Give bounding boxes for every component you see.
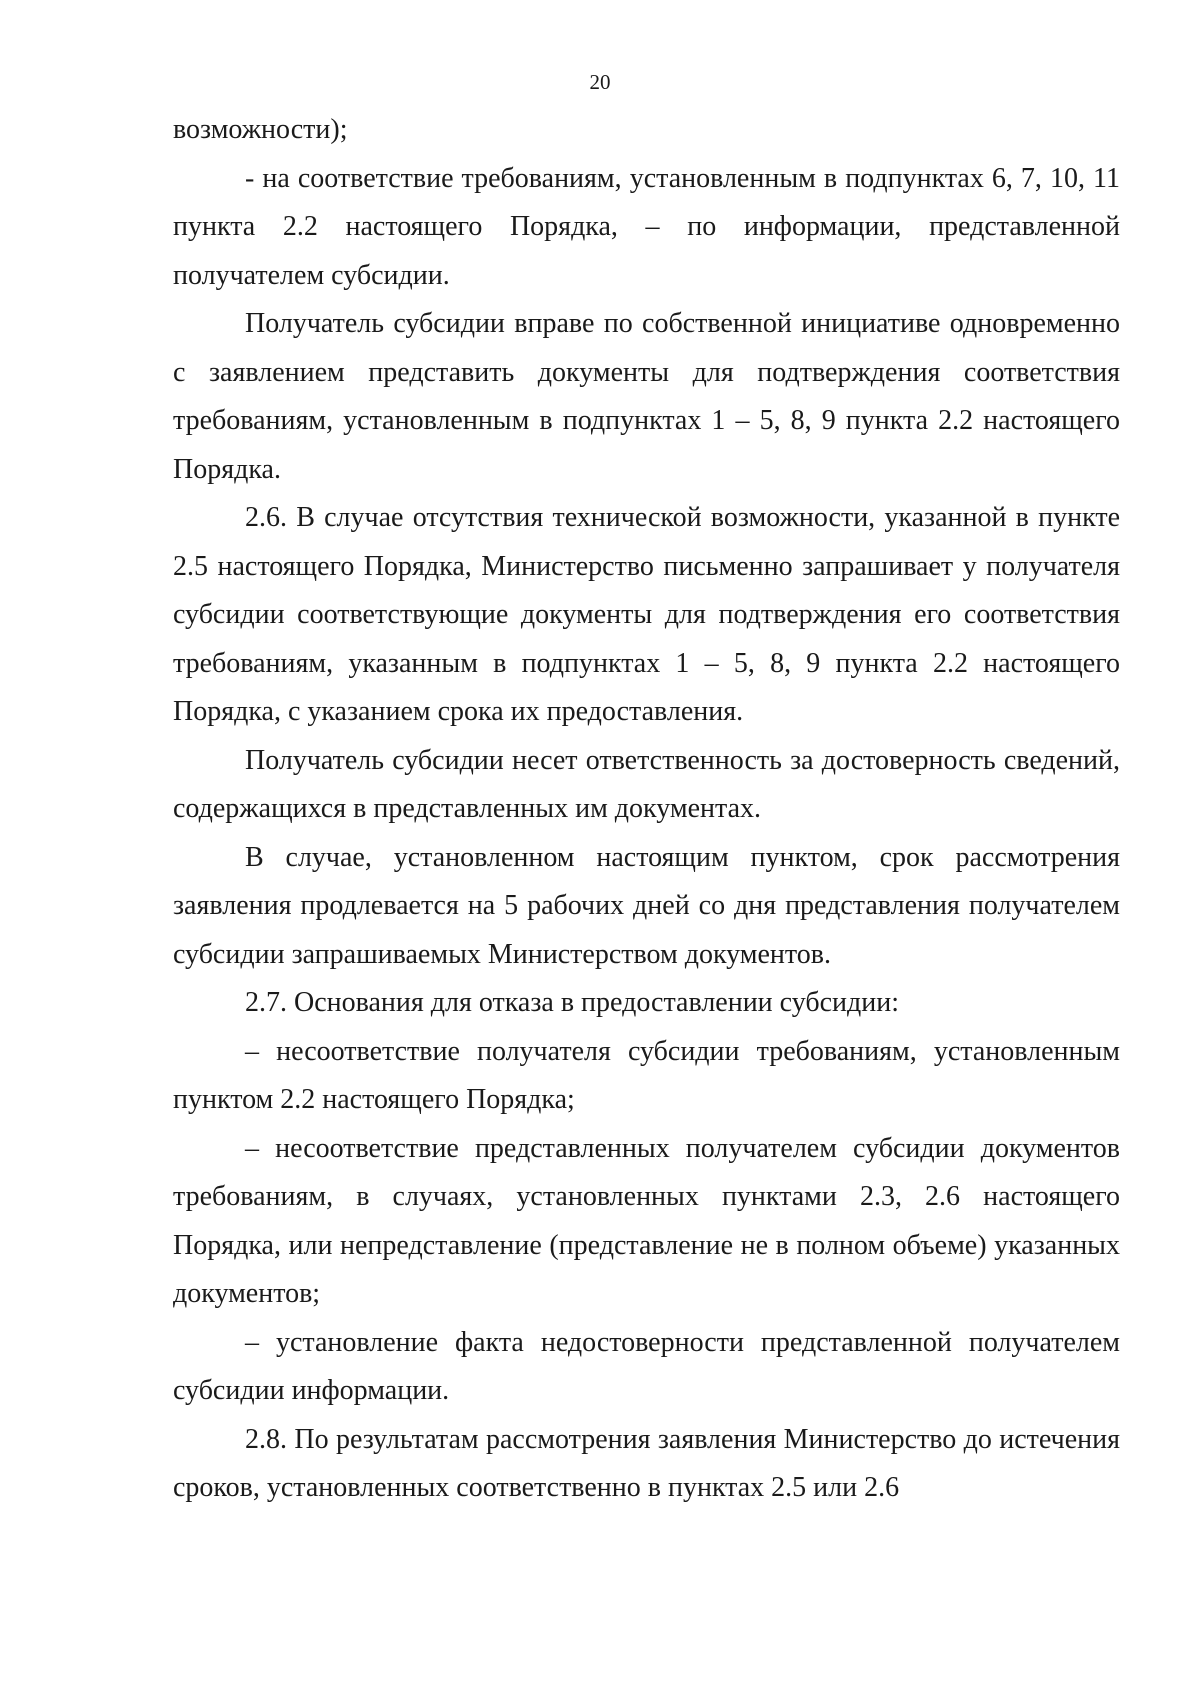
page-number: 20 (589, 70, 611, 94)
paragraph-4: 2.6. В случае отсутствия технической возможности, указанной в пункте 2.5 настоящего Порядка, Министерство письменно запрашивает у получателя субсидии соответствующие документы для подтверждения его соответствия требованиям, указанным в подпунктах 1 – 5, 8, 9 пункта 2.2 настоящего Порядка, с указанием срока их предоставления. (173, 502, 1120, 727)
paragraph-6: В случае, установленном настоящим пунктом, срок рассмотрения заявления продлевается на 5 рабочих дней со дня представления получателем субсидии запрашиваемых Министерством документов. (173, 841, 1120, 970)
document-body (173, 106, 1120, 1513)
paragraph-1: возможности); (173, 114, 348, 145)
paragraph-9: – несоответствие представленных получателем субсидии документов требованиям, в случаях, установленных пунктами 2.3, 2.6 настоящего Порядка, или непредставление (представление не в полном объеме) указанных документов; (173, 1132, 1120, 1309)
paragraph-5: Получатель субсидии несет ответственность за достоверность сведений, содержащихся в представленных им документах. (173, 744, 1120, 824)
paragraph-3: Получатель субсидии вправе по собственной инициативе одновременно с заявлением представить документы для подтверждения соответствия требованиям, установленным в подпунктах 1 – 5, 8, 9 пункта 2.2 настоящего Порядка. (173, 308, 1120, 485)
paragraph-10: – установление факта недостоверности представленной получателем субсидии информации. (173, 1326, 1120, 1406)
paragraph-2: - на соответствие требованиям, установленным в подпунктах 6, 7, 10, 11 пункта 2.2 настоящего Порядка, – по информации, представленной получателем субсидии. (173, 162, 1120, 291)
paragraph-7: 2.7. Основания для отказа в предоставлении субсидии: (245, 987, 900, 1018)
paragraph-11: 2.8. По результатам рассмотрения заявления Министерство до истечения сроков, установленных соответственно в пунктах 2.5 или 2.6 (173, 1423, 1120, 1503)
paragraph-8: – несоответствие получателя субсидии требованиям, установленным пунктом 2.2 настоящего Порядка; (173, 1035, 1120, 1115)
